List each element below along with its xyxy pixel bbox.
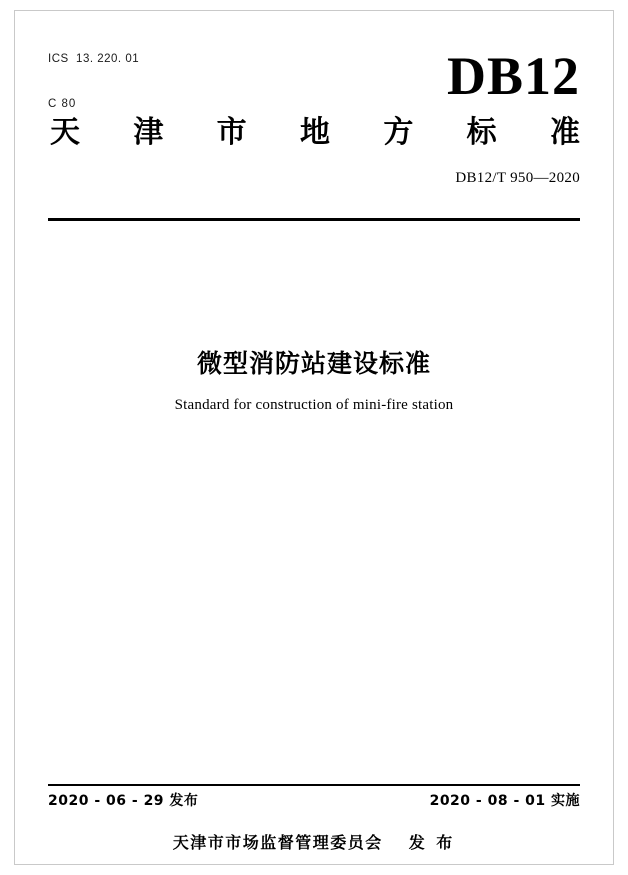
series-char-1: 天	[50, 115, 80, 150]
footer-divider	[48, 784, 580, 786]
publisher-line	[48, 830, 580, 853]
ics-line-2: C 80	[48, 98, 77, 110]
cover-content	[48, 22, 580, 852]
ics-line-1: ICS 13. 220. 01	[48, 53, 140, 65]
series-char-5: 方	[383, 115, 414, 150]
header-divider	[48, 218, 580, 221]
standard-number: DB12/T 950—2020	[455, 170, 580, 186]
series-char-6: 标	[466, 115, 497, 150]
series-char-3: 市	[216, 115, 247, 150]
document-title-english: Standard for construction of mini-fire station	[174, 397, 454, 413]
db12-logo: DB12	[446, 46, 580, 106]
document-title-chinese: 微型消防站建设标准	[196, 349, 431, 378]
standard-series-title	[50, 116, 580, 150]
series-char-2: 津	[133, 115, 164, 150]
series-char-7: 准	[549, 115, 580, 150]
publisher-verb: 发 布	[408, 833, 456, 852]
series-char-4: 地	[299, 115, 330, 150]
effective-date: 2020 - 08 - 01 实施	[429, 793, 580, 809]
publisher-name: 天津市市场监督管理委员会	[172, 833, 383, 852]
issue-date: 2020 - 06 - 29 发布	[48, 793, 199, 809]
